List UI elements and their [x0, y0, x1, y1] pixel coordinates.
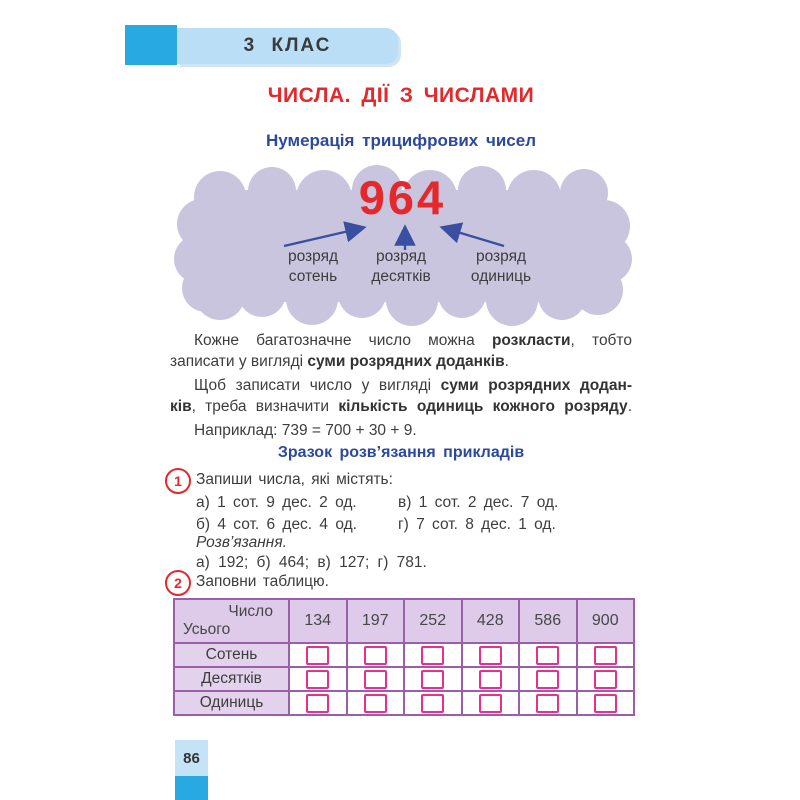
table-cell — [404, 691, 462, 715]
table-cell — [519, 643, 577, 667]
text-line: Наприклад: 739 = 700 + 30 + 9. — [194, 422, 417, 439]
label-tens: розряд десятків — [371, 248, 431, 285]
label-units: розряд одиниць — [470, 248, 532, 285]
answer-box — [364, 670, 387, 689]
answer-box — [364, 646, 387, 665]
answer-box — [594, 694, 617, 713]
table-cell — [577, 691, 635, 715]
table-cell — [289, 643, 347, 667]
page-number-box — [175, 740, 208, 776]
grade-label: 3 КЛАС — [243, 35, 332, 56]
option-item: в) 1 сот. 2 дес. 7 од. — [398, 494, 559, 511]
table-cell — [519, 667, 577, 691]
answer-box — [479, 694, 502, 713]
column-header: 134 — [289, 599, 347, 643]
footer-accent-square — [175, 776, 208, 800]
column-header: 428 — [462, 599, 520, 643]
text-line: Кожне багатозначне число можна розкласти, тобто — [194, 332, 632, 349]
row-label: Одиниць — [174, 691, 289, 715]
answer-box — [479, 646, 502, 665]
answer-box — [421, 646, 444, 665]
answer-box — [364, 694, 387, 713]
paragraph — [170, 421, 632, 442]
exercise-2-number: 2 — [165, 570, 191, 596]
option-item: г) 7 сот. 8 дес. 1 од. — [398, 515, 556, 533]
table-cell — [462, 643, 520, 667]
paragraph — [170, 376, 632, 417]
table-cell — [289, 691, 347, 715]
table-cell — [577, 667, 635, 691]
answer-box — [594, 670, 617, 689]
column-header: 586 — [519, 599, 577, 643]
answer-box — [306, 646, 329, 665]
text-line: записати у вигляді суми розрядних доданків. — [170, 352, 509, 370]
table-cell — [462, 691, 520, 715]
option-item: б) 4 сот. 6 дес. 4 од. — [196, 515, 357, 533]
table-cell — [519, 691, 577, 715]
column-header: 252 — [404, 599, 462, 643]
table-corner-cell — [174, 599, 289, 643]
exercise-1-title: Запиши числа, які містять: — [196, 471, 393, 488]
answer-box — [306, 694, 329, 713]
table-row — [174, 643, 634, 667]
corner-label-total: Усього — [183, 621, 231, 638]
answer-box — [421, 694, 444, 713]
table-cell — [404, 667, 462, 691]
place-value-diagram — [172, 162, 633, 328]
label-hundreds: розряд сотень — [287, 248, 339, 285]
exercise-2-title: Заповни таблицю. — [196, 573, 329, 590]
solution-label: Розв’язання. — [196, 534, 287, 551]
grade-banner — [177, 28, 398, 64]
sample-heading: Зразок розв’язання прикладів — [277, 444, 525, 461]
answer-box — [594, 646, 617, 665]
example-number: 964 — [358, 171, 447, 224]
column-header: 900 — [577, 599, 635, 643]
answer-box — [421, 670, 444, 689]
header-accent-square — [125, 25, 177, 65]
table-cell — [404, 643, 462, 667]
row-label: Сотень — [174, 643, 289, 667]
answer-box — [536, 694, 559, 713]
place-value-table — [173, 598, 635, 716]
page-number: 86 — [183, 749, 200, 767]
body-text — [170, 331, 632, 446]
table-row — [174, 691, 634, 715]
paragraph — [170, 331, 632, 372]
text-line: Щоб записати число у вигляді суми розрядних додан- — [194, 377, 632, 394]
table-cell — [347, 667, 405, 691]
table-cell — [577, 643, 635, 667]
solution-answers: а) 192; б) 464; в) 127; г) 781. — [196, 554, 427, 571]
page-title: ЧИСЛА. ДІЇ З ЧИСЛАМИ — [267, 84, 535, 107]
table-cell — [347, 643, 405, 667]
table-row — [174, 667, 634, 691]
section-subtitle: Нумерація трицифрових чисел — [265, 131, 536, 150]
answer-box — [536, 670, 559, 689]
column-header: 197 — [347, 599, 405, 643]
answer-box — [479, 670, 502, 689]
table-cell — [462, 667, 520, 691]
row-label: Десятків — [174, 667, 289, 691]
table-cell — [347, 691, 405, 715]
answer-box — [536, 646, 559, 665]
corner-label-number: Число — [228, 603, 273, 620]
table-cell — [289, 667, 347, 691]
exercise-1-options — [196, 493, 632, 535]
option-item: а) 1 сот. 9 дес. 2 од. — [196, 494, 357, 511]
text-line: ків, треба визначити кількість одиниць кожного розряду. — [170, 397, 632, 415]
exercise-1-number: 1 — [165, 468, 191, 494]
answer-box — [306, 670, 329, 689]
